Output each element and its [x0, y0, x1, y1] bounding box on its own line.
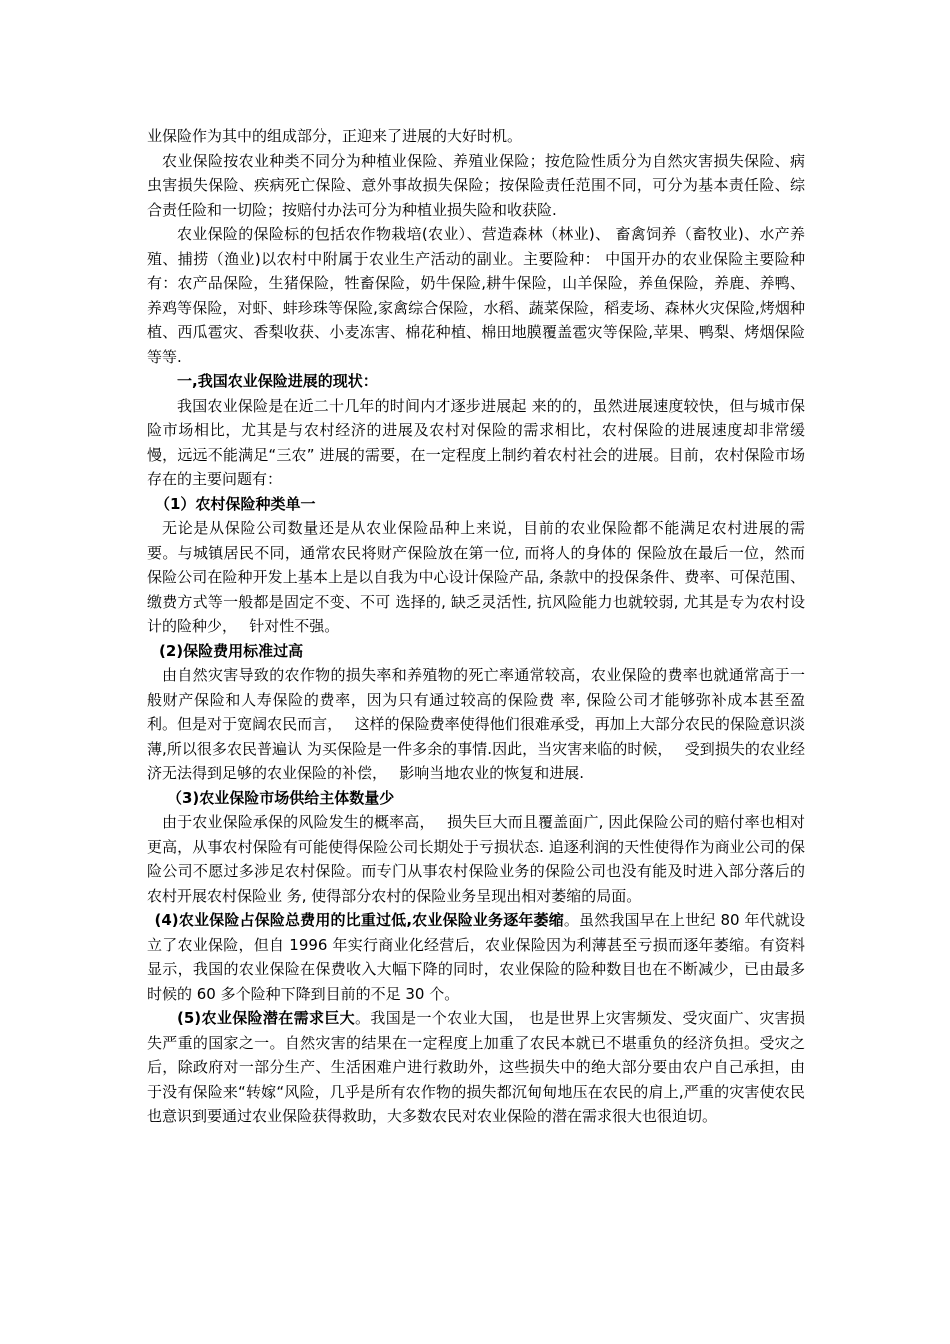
body-problem-5: 。我国是一个农业大国， 也是世界上灾害频发、受灾面广、灾害损失严重的国家之一。自然灾害的结果在一定程度上加重了农民本就已不堪重负的经济负担。受灾之后，除政府对一部分生产、生活困难户进行救助外，这些损失中的绝大部分要由农户自己承担，由于没有保险来“转嫁“风险，几乎是所有农作物的损失都沉甸甸地压在农民的肩上,严重的灾害使农民也意识到要通过农业保险获得救助，大多数农民对农业保险的潜在需求很大也很迫切。 [147, 1009, 805, 1125]
paragraph-problem-3: 由于农业保险承保的风险发生的概率高， 损失巨大而且覆盖面广, 因此保险公司的赔付率也相对更高，从事农村保险有可能使得保险公司长期处于亏损状态. 追逐利润的天性使得作为商业公司的保险公司不愿过多涉足农村保险。而专门从事农村保险业务的保险公司也没有能及时进入部分落后的农村开展农村保险业 务, 使得部分农村的保险业务呈现出相对萎缩的局面。 [147, 813, 805, 905]
paragraph-insurance-categories: 农业保险按农业种类不同分为种植业保险、养殖业保险；按危险性质分为自然灾害损失保险、病虫害损失保险、疾病死亡保险、意外事故损失保险；按保险责任范围不同，可分为基本责任险、综合责任险和一切险；按赔付办法可分为种植业损失险和收获险. [147, 151, 805, 219]
paragraph-current-status: 我国农业保险是在近二十几年的时间内才逐步进展起 来的的，虽然进展速度较快，但与城市保险市场相比，尤其是与农村经济的进展及农村对保险的需求相比，农村保险的进展速度却非常缓慢，远远不能满足“三农” 进展的需要，在一定程度上制约着农村社会的进展。目前，农村保险市场存在的主要问题有： [147, 396, 805, 488]
paragraph-problem-5 [147, 1006, 805, 1129]
document-body [147, 124, 805, 1129]
paragraph-problem-2: 由自然灾害导致的农作物的损失率和养殖物的死亡率通常较高，农业保险的费率也就通常高于一般财产保险和人寿保险的费率，因为只有通过较高的保险费 率, 保险公司才能够弥补成本甚至盈利。但是对于宽阔农民而言， 这样的保险费率使得他们很难承受，再加上大部分农民的保险意识淡薄,所以很多农民普遍认 为买保险是一件多余的事情.因此，当灾害来临的时候， 受到损失的农业经济无法得到足够的农业保险的补偿， 影响当地农业的恢复和进展. [147, 666, 805, 782]
paragraph-problem-4 [147, 908, 805, 1006]
body-problem-4: 。虽然我国早在上世纪 80 年代就设立了农业保险，但自 1996 年实行商业化经营后，农业保险因为利薄甚至亏损而逐年萎缩。有资料显示，我国的农业保险在保费收入大幅下降的同时，农业保险的险种数目也在不断减少，已由最多时候的 60 多个险种下降到目前的不足 30 个。 [147, 911, 805, 1003]
subheading-problem-3: （3)农业保险市场供给主体数量少 [167, 788, 395, 807]
paragraph-insurance-subjects: 农业保险的保险标的包括农作物栽培(农业）、营造森林（林业)、 畜禽饲养（畜牧业)、水产养殖、捕捞（渔业)以农村中附属于农业生产活动的副业。主要险种： 中国开办的农业保险主要险种有：农产品保险，生猪保险，牲畜保险，奶牛保险,耕牛保险，山羊保险，养鱼保险，养鹿、养鸭、养鸡等保险，对虾、蚌珍珠等保险,家禽综合保险，水稻、蔬菜保险，稻麦场、森林火灾保险,烤烟种植、西瓜雹灾、香梨收获、小麦冻害、棉花种植、棉田地膜覆盖雹灾等保险,苹果、鸭梨、烤烟保险等等. [147, 225, 805, 366]
paragraph-problem-1: 无论是从保险公司数量还是从农业保险品种上来说，目前的农业保险都不能满足农村进展的需要。与城镇居民不同，通常农民将财产保险放在第一位, 而将人的身体的 保险放在最后一位，然而保险公司在险种开发上基本上是以自我为中心设计保险产品, 条款中的投保条件、费率、可保范围、缴费方式等一般都是固定不变、不可 选择的, 缺乏灵活性, 抗风险能力也就较弱, 尤其是专为农村设计的险种少， 针对性不强。 [147, 519, 805, 635]
subheading-problem-2: (2)保险费用标准过高 [159, 641, 304, 660]
lead-problem-5: (5)农业保险潜在需求巨大 [177, 1009, 356, 1027]
section-heading-current-status: 一,我国农业保险进展的现状： [177, 372, 378, 390]
subheading-problem-1: （1）农村保险种类单一 [155, 494, 316, 513]
lead-problem-4: (4)农业保险占保险总费用的比重过低,农业保险业务逐年萎缩 [154, 911, 564, 929]
paragraph-intro-tail: 业保险作为其中的组成部分，正迎来了进展的大好时机。 [147, 127, 523, 145]
